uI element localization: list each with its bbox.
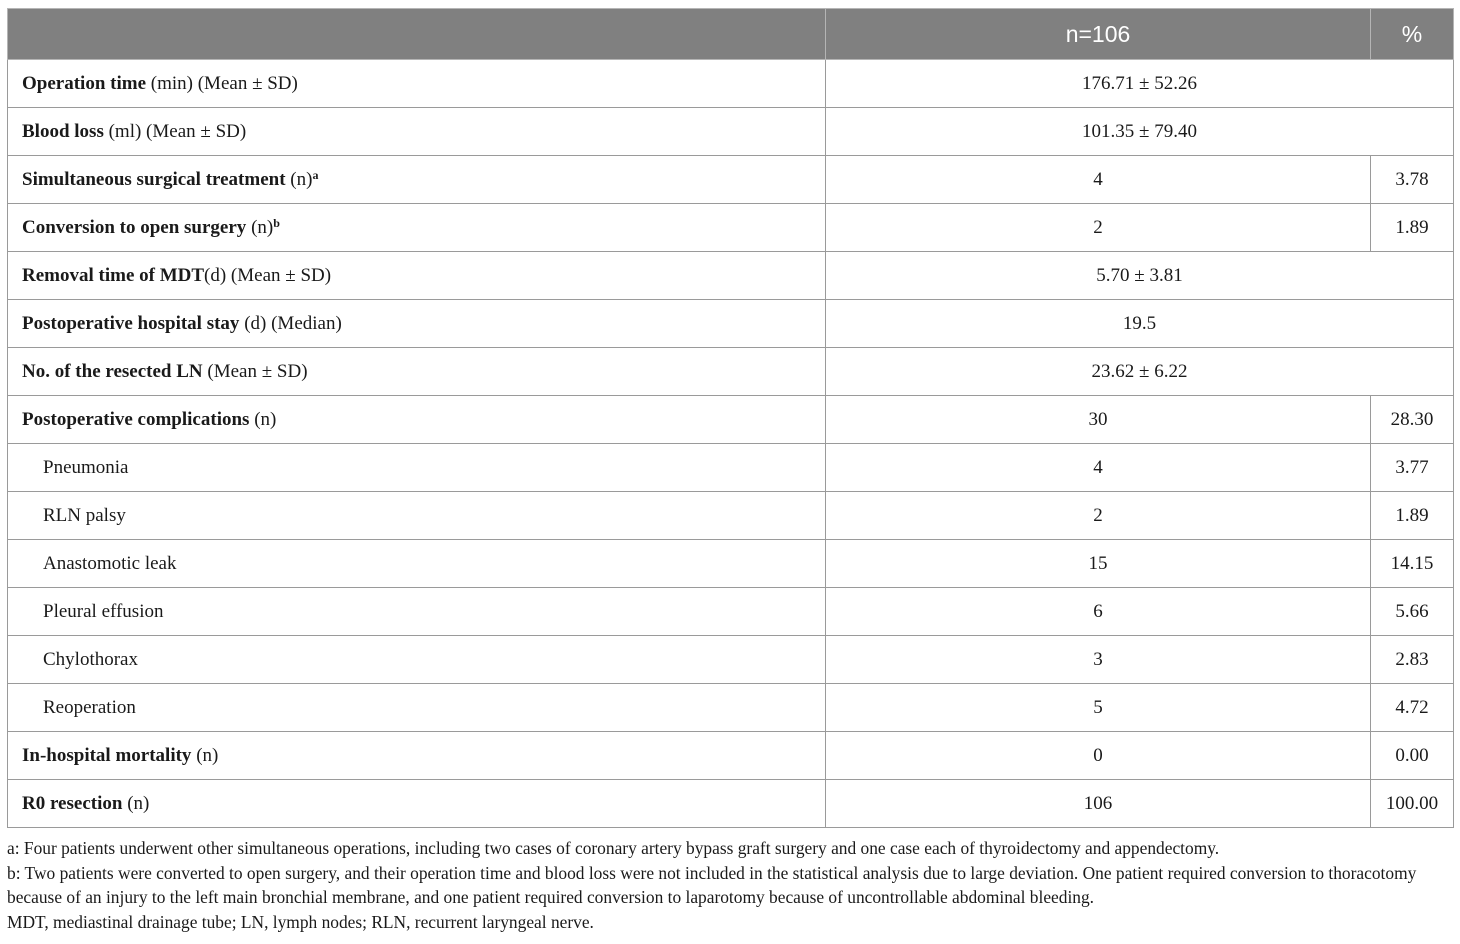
table-header-row: [8, 9, 1454, 60]
table-row: [8, 204, 1454, 252]
row-value: 30: [826, 396, 1371, 444]
row-value: 106: [826, 780, 1371, 828]
row-label-bold: Postoperative complications: [22, 408, 250, 430]
row-label: [8, 588, 826, 636]
row-label: [8, 108, 826, 156]
table-row: [8, 252, 1454, 300]
row-label-bold: Postoperative hospital stay: [22, 312, 240, 334]
row-percent: 0.00: [1371, 732, 1454, 780]
row-value: 2: [826, 204, 1371, 252]
row-percent: 100.00: [1371, 780, 1454, 828]
row-label: [8, 540, 826, 588]
table-row: [8, 396, 1454, 444]
row-label-unit: Chylothorax: [43, 648, 138, 670]
table-row: [8, 540, 1454, 588]
row-value: 4: [826, 444, 1371, 492]
row-percent: 28.30: [1371, 396, 1454, 444]
row-label-bold: R0 resection: [22, 792, 123, 814]
row-percent: 2.83: [1371, 636, 1454, 684]
row-label-unit: (ml) (Mean ± SD): [103, 120, 247, 142]
row-label: [8, 348, 826, 396]
row-label-unit: Reoperation: [43, 696, 136, 718]
row-label-unit: Pneumonia: [43, 456, 129, 478]
table-row: [8, 348, 1454, 396]
row-label: [8, 300, 826, 348]
row-value: 15: [826, 540, 1371, 588]
table-row: [8, 300, 1454, 348]
row-value: 6: [826, 588, 1371, 636]
row-percent: 5.66: [1371, 588, 1454, 636]
row-label: [8, 60, 826, 108]
row-label: [8, 156, 826, 204]
row-label: [8, 492, 826, 540]
table-footnotes: [7, 836, 1453, 934]
table-row: [8, 444, 1454, 492]
row-value: 3: [826, 636, 1371, 684]
row-label-unit: (n): [122, 792, 150, 814]
row-label: [8, 396, 826, 444]
row-label-bold: In-hospital mortality: [22, 744, 192, 766]
footnote-abbreviations: MDT, mediastinal drainage tube; LN, lymph nodes; RLN, recurrent laryngeal nerve.: [7, 911, 594, 932]
table-container: [7, 8, 1453, 934]
surgical-outcomes-table: [7, 8, 1454, 828]
row-label-bold: No. of the resected LN: [22, 360, 203, 382]
table-row: [8, 684, 1454, 732]
header-col-count: n=106: [826, 9, 1371, 60]
row-percent: 4.72: [1371, 684, 1454, 732]
row-label-bold: Simultaneous surgical treatment: [22, 168, 286, 190]
row-label: [8, 636, 826, 684]
row-label: [8, 204, 826, 252]
row-label-bold: Conversion to open surgery: [22, 216, 247, 238]
row-label-unit: (Mean ± SD): [202, 360, 308, 382]
row-label: [8, 444, 826, 492]
table-row: [8, 108, 1454, 156]
row-percent: 3.77: [1371, 444, 1454, 492]
row-label-unit: (d) (Mean ± SD): [204, 264, 332, 286]
row-value: 2: [826, 492, 1371, 540]
table-row: [8, 60, 1454, 108]
footnote-marker: a: [312, 167, 319, 182]
row-label-unit: Pleural effusion: [43, 600, 164, 622]
row-value: 176.71 ± 52.26: [826, 60, 1454, 108]
row-percent: 1.89: [1371, 204, 1454, 252]
row-label: [8, 684, 826, 732]
footnote-marker: b: [273, 215, 280, 230]
table-row: [8, 492, 1454, 540]
row-label-bold: Operation time: [22, 72, 147, 94]
table-body: [8, 60, 1454, 828]
row-label-unit: (n): [285, 168, 313, 190]
table-row: [8, 636, 1454, 684]
table-row: [8, 732, 1454, 780]
table-row: [8, 780, 1454, 828]
row-percent: 3.78: [1371, 156, 1454, 204]
row-value: 19.5: [826, 300, 1454, 348]
table-row: [8, 588, 1454, 636]
row-value: 5.70 ± 3.81: [826, 252, 1454, 300]
row-label-bold: Blood loss: [22, 120, 104, 142]
table-row: [8, 156, 1454, 204]
row-percent: 14.15: [1371, 540, 1454, 588]
row-label: [8, 732, 826, 780]
header-col-variable: [8, 9, 826, 60]
row-label-unit: (n): [249, 408, 277, 430]
row-label: [8, 780, 826, 828]
row-label-unit: (d) (Median): [239, 312, 342, 334]
row-label-unit: (n): [191, 744, 219, 766]
row-label-unit: (n): [246, 216, 274, 238]
row-value: 0: [826, 732, 1371, 780]
footnote-b: b: Two patients were converted to open surgery, and their operation time and blood loss were not included in the statistical analysis due to large deviation. One patient required conversion to thoracotomy because of an injury to the left main bronchial membrane, and one patient required conversion to laparotomy because of uncontrollable abdominal bleeding.: [7, 862, 1417, 907]
row-label-unit: (min) (Mean ± SD): [146, 72, 298, 94]
row-value: 23.62 ± 6.22: [826, 348, 1454, 396]
row-label-bold: Removal time of MDT: [22, 264, 205, 286]
row-value: 5: [826, 684, 1371, 732]
header-col-percent: %: [1371, 9, 1454, 60]
row-percent: 1.89: [1371, 492, 1454, 540]
row-label-unit: Anastomotic leak: [43, 552, 177, 574]
row-value: 4: [826, 156, 1371, 204]
row-value: 101.35 ± 79.40: [826, 108, 1454, 156]
row-label: [8, 252, 826, 300]
row-label-unit: RLN palsy: [43, 504, 126, 526]
footnote-a: a: Four patients underwent other simultaneous operations, including two cases of coronary artery bypass graft surgery and one case each of thyroidectomy and appendectomy.: [7, 838, 1220, 858]
